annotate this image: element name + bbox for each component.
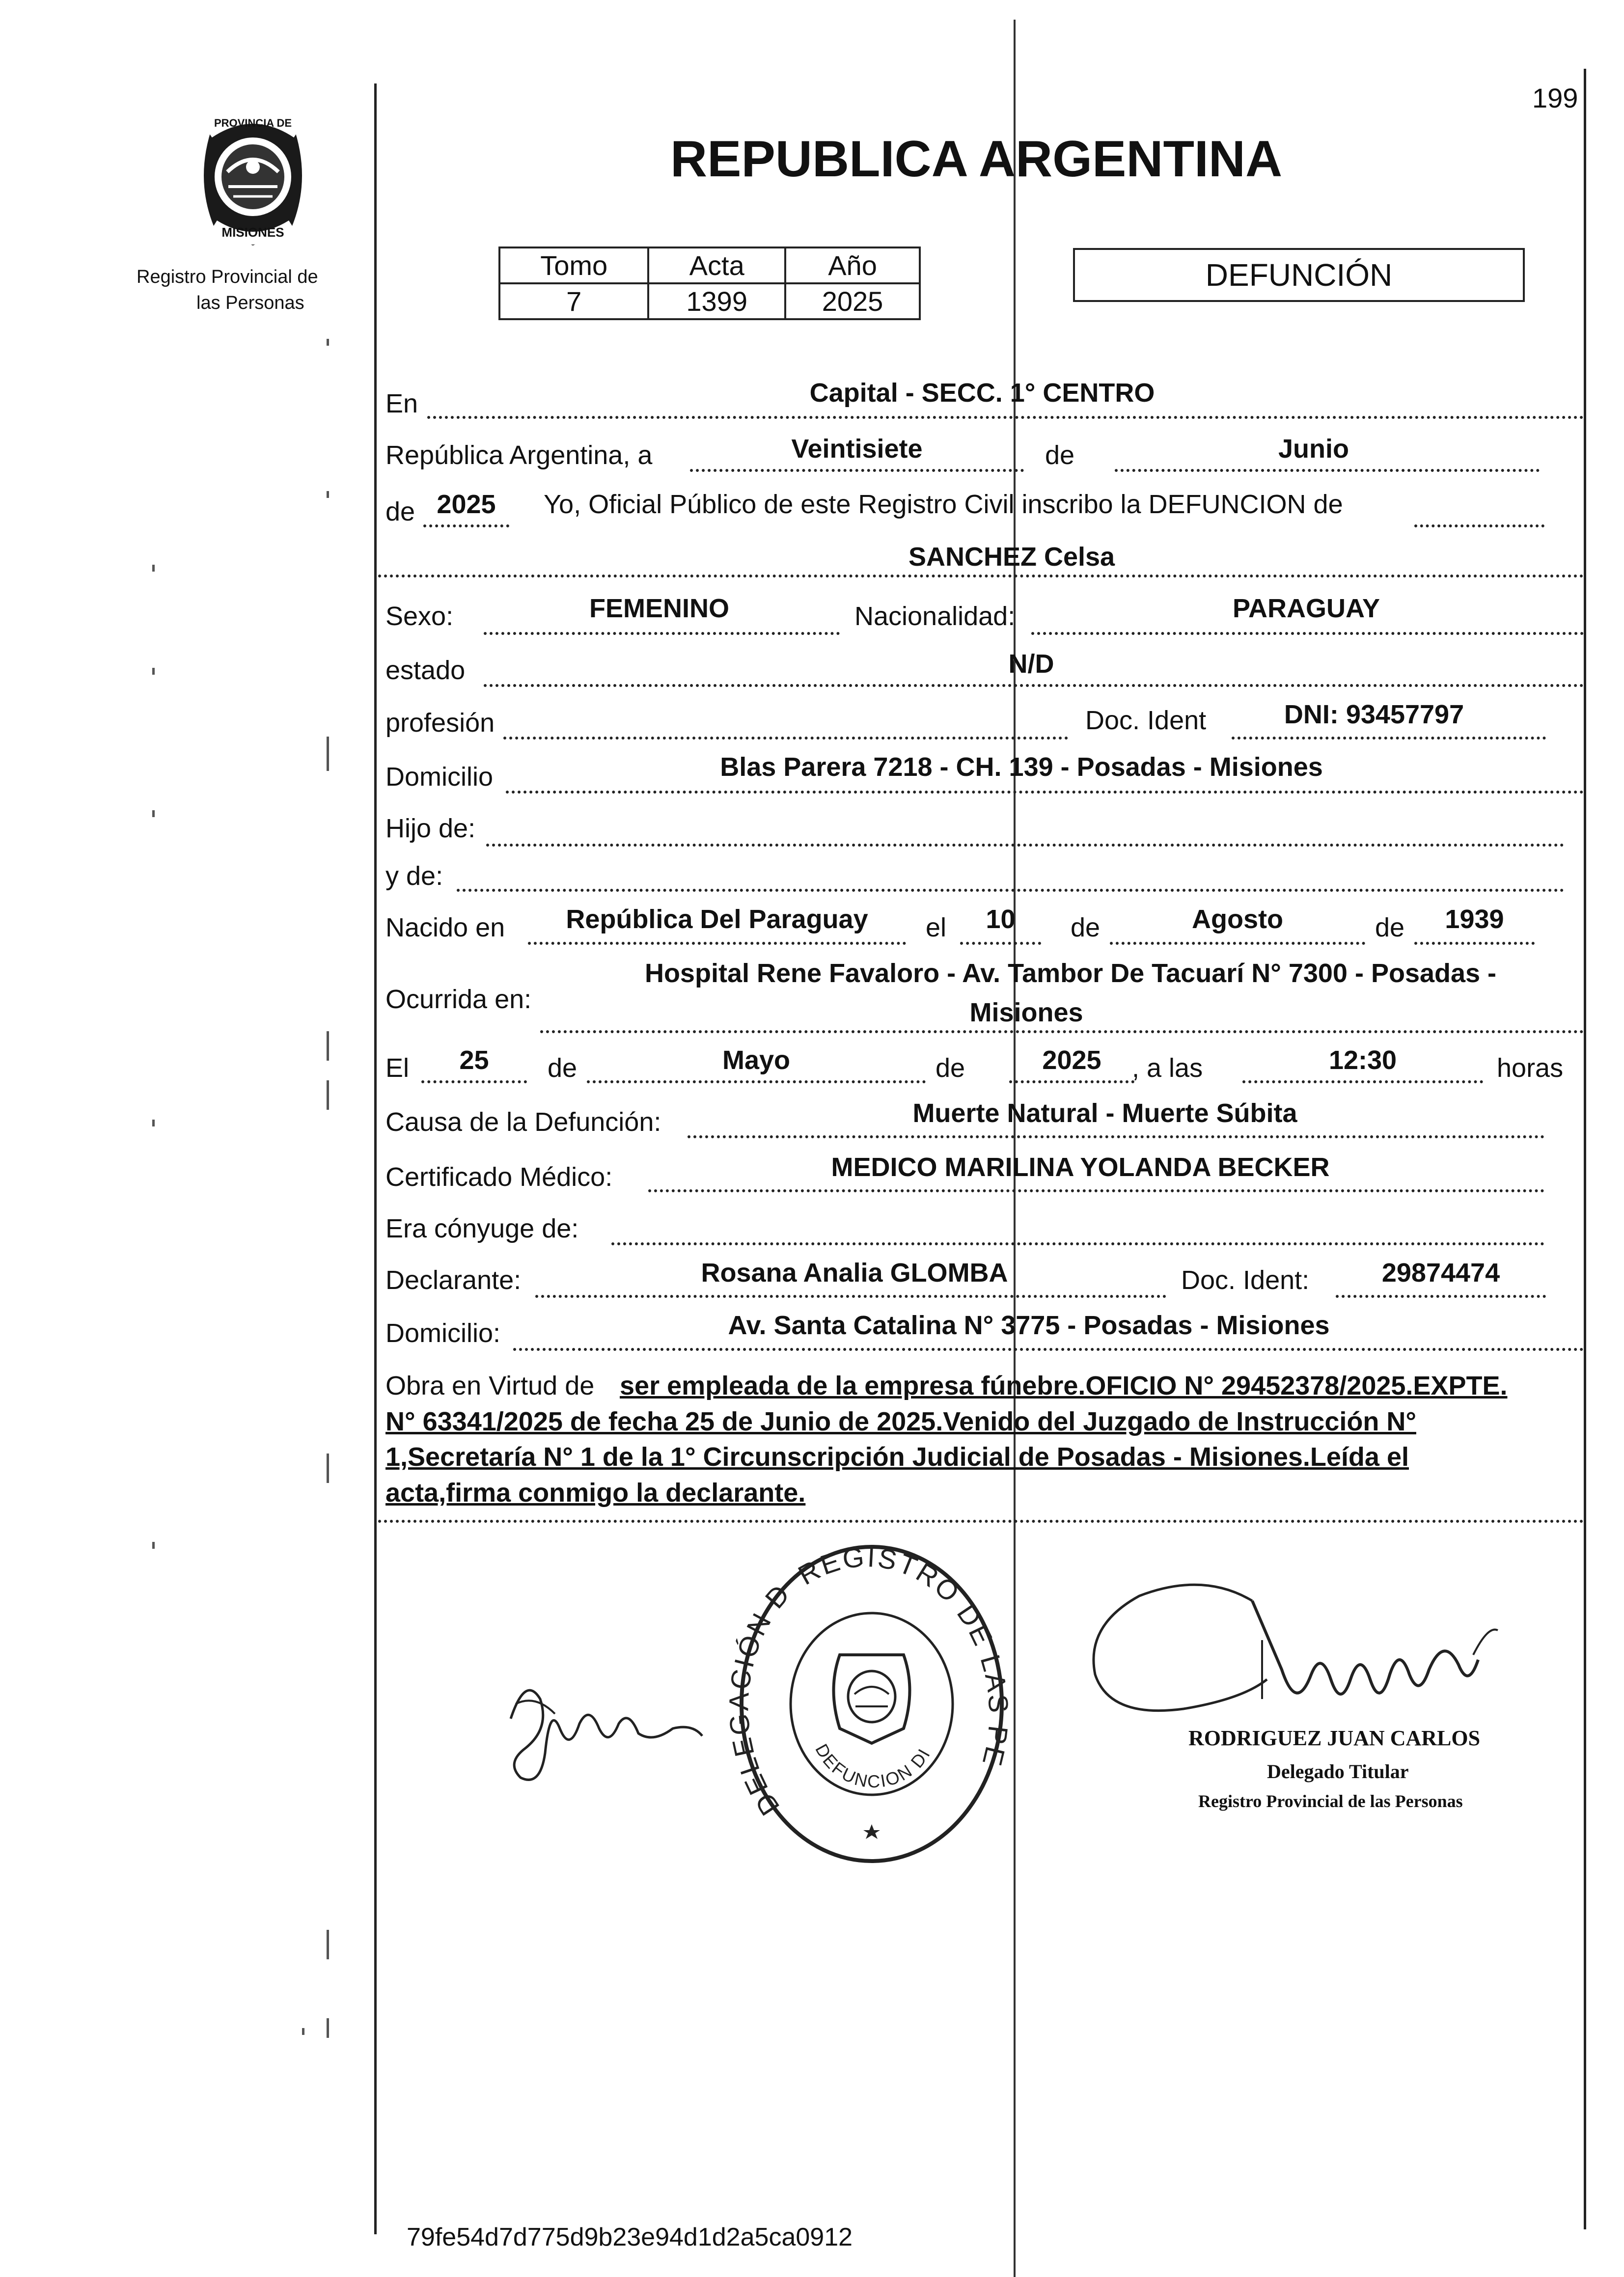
label-obra-en-virtud: Obra en Virtud de — [385, 1371, 595, 1400]
provincia-de-misiones-coat-of-arms-icon — [179, 103, 327, 250]
death-day-line — [421, 1080, 527, 1083]
day-word-line — [690, 469, 1024, 472]
death-time-line — [1242, 1080, 1483, 1083]
label-de-death-year: de — [936, 1053, 965, 1083]
spouse-line — [611, 1242, 1544, 1245]
scan-speck — [302, 2028, 304, 2035]
declarant-value: Rosana Analia GLOMBA — [701, 1258, 1008, 1288]
scan-speck — [152, 668, 155, 675]
anio-header: Año — [785, 247, 920, 283]
cause-line — [688, 1135, 1544, 1138]
cause-value: Muerte Natural - Muerte Súbita — [912, 1098, 1297, 1128]
declarant-doc-line — [1336, 1295, 1546, 1298]
death-month-line — [587, 1080, 926, 1083]
anio-value: 2025 — [785, 283, 920, 319]
scan-speck — [327, 1031, 329, 1061]
sex-value: FEMENINO — [589, 594, 729, 623]
registry-line2: las Personas — [196, 293, 304, 313]
label-y-de: y de: — [385, 861, 443, 891]
label-el-death: El — [385, 1053, 410, 1083]
label-de-death-month: de — [548, 1053, 578, 1083]
registry-seal — [727, 1532, 1012, 1866]
scan-speck — [327, 491, 329, 498]
obra-line4: acta,firma conmigo la declarante. — [385, 1478, 806, 1508]
doctor-line — [648, 1189, 1544, 1192]
birth-month-line — [1110, 942, 1365, 945]
label-profesion: profesión — [385, 708, 495, 738]
month-value: Junio — [1278, 434, 1349, 464]
country-title: REPUBLICA ARGENTINA — [670, 131, 1283, 188]
official-role: Delegado Titular — [1267, 1760, 1409, 1783]
death-year-line — [1009, 1080, 1134, 1083]
record-type-box — [1073, 248, 1525, 302]
declarant-signature — [496, 1630, 712, 1797]
scan-speck — [152, 1542, 155, 1549]
label-de-birth-year: de — [1375, 913, 1405, 942]
label-doc-ident: Doc. Ident — [1085, 706, 1207, 735]
declarant-signature-icon — [496, 1630, 712, 1797]
label-causa: Causa de la Defunción: — [385, 1107, 661, 1137]
address-line — [506, 791, 1584, 794]
declarant-address-value: Av. Santa Catalina N° 3775 - Posadas - Misiones — [728, 1311, 1330, 1340]
label-de-month: de — [1045, 440, 1075, 470]
nationality-line — [1031, 632, 1584, 635]
declarant-doc-value: 29874474 — [1381, 1258, 1500, 1288]
label-sexo: Sexo: — [385, 602, 454, 631]
scan-speck — [152, 565, 155, 572]
occurred-line1-value: Hospital Rene Favaloro - Av. Tambor De Tacuarí N° 7300 - Posadas - — [644, 959, 1497, 988]
doc-value: DNI: 93457797 — [1284, 700, 1464, 729]
day-word-value: Veintisiete — [791, 434, 923, 464]
page-number: 199 — [1532, 82, 1578, 113]
deceased-name-value: SANCHEZ Celsa — [908, 542, 1115, 572]
label-nacionalidad: Nacionalidad: — [854, 602, 1016, 631]
label-a-las: , a las — [1132, 1053, 1203, 1083]
mother-line — [457, 889, 1564, 892]
birth-month-value: Agosto — [1192, 905, 1283, 934]
svg-text:DEFUNCION DIGITAL: DEFUNCION DI — [811, 1740, 935, 1792]
address-value: Blas Parera 7218 - CH. 139 - Posadas - Misiones — [720, 752, 1323, 782]
doc-line — [1232, 737, 1546, 740]
scan-speck — [327, 1080, 329, 1110]
scan-fold-line — [1014, 20, 1016, 2277]
svg-text:PROVINCIA DE: PROVINCIA DE — [214, 117, 292, 129]
year-line — [423, 524, 509, 527]
marital-status-line — [484, 684, 1584, 687]
label-yo-oficial: Yo, Oficial Público de este Registro Civil inscribo la DEFUNCION de — [544, 490, 1343, 519]
label-horas: horas — [1497, 1053, 1564, 1083]
label-hijo-de: Hijo de: — [385, 814, 476, 843]
record-number-table — [498, 247, 921, 320]
birth-day-value: 10 — [986, 905, 1016, 934]
label-conyuge: Era cónyuge de: — [385, 1214, 579, 1243]
label-domicilio: Domicilio — [385, 762, 494, 792]
death-month-value: Mayo — [722, 1045, 791, 1075]
registry-line1: Registro Provincial de — [137, 267, 318, 287]
label-el: el — [926, 913, 947, 942]
record-type: DEFUNCIÓN — [1205, 257, 1393, 293]
label-republica-a: República Argentina, a — [385, 440, 653, 470]
obra-line3: 1,Secretaría N° 1 de la 1° Circunscripción Judicial de Posadas - Misiones.Leída el — [385, 1442, 1409, 1472]
label-certificado: Certificado Médico: — [385, 1162, 613, 1192]
obra-line1: ser empleada de la empresa fúnebre.OFICIO N° 29452378/2025.EXPTE. — [620, 1371, 1508, 1400]
declarant-address-line — [513, 1348, 1584, 1351]
birth-place-line — [528, 942, 906, 945]
yo-oficial-tail-line — [1414, 524, 1544, 527]
svg-text:MISIONES: MISIONES — [221, 225, 284, 240]
doctor-value: MEDICO MARILINA YOLANDA BECKER — [831, 1152, 1330, 1182]
obra-line2: N° 63341/2025 de fecha 25 de Junio de 2025.Venido del Juzgado de Instrucción N° — [385, 1407, 1416, 1436]
scan-speck — [327, 1454, 329, 1483]
father-line — [486, 844, 1564, 847]
acta-header: Acta — [648, 247, 785, 283]
svg-text:REGISTRO DE LAS PERSONAS: REGISTRO DE LAS PE — [793, 1541, 1012, 1771]
scan-speck — [152, 1120, 155, 1126]
document-hash: 79fe54d7d775d9b23e94d1d2a5ca0912 — [407, 2223, 853, 2251]
occurred-line2-value: Misiones — [969, 998, 1083, 1027]
death-year-value: 2025 — [1042, 1045, 1101, 1075]
scan-speck — [327, 737, 329, 771]
month-line — [1115, 469, 1540, 472]
scan-speck — [327, 1930, 329, 1959]
birth-day-line — [960, 942, 1041, 945]
label-de-year: de — [385, 497, 415, 526]
occurred-line — [540, 1030, 1584, 1033]
birth-year-value: 1939 — [1445, 905, 1504, 934]
official-name: RODRIGUEZ JUAN CARLOS — [1188, 1726, 1481, 1750]
provincial-logo — [179, 103, 327, 250]
profession-line — [503, 737, 1068, 740]
sex-line — [484, 632, 840, 635]
label-en: En — [385, 389, 418, 418]
place-line — [427, 416, 1584, 419]
scan-speck — [327, 2018, 329, 2038]
label-nacido-en: Nacido en — [385, 913, 505, 942]
svg-text:DELEGACIÓN DEL: DELE CIÓN D — [727, 1577, 797, 1821]
year-value: 2025 — [437, 490, 496, 519]
scan-speck — [327, 339, 329, 346]
label-declarante: Declarante: — [385, 1265, 522, 1295]
death-time-value: 12:30 — [1328, 1045, 1397, 1075]
label-de-birth-month: de — [1071, 913, 1101, 942]
death-day-value: 25 — [459, 1045, 489, 1075]
deceased-name-line — [378, 575, 1584, 577]
label-estado: estado — [385, 656, 466, 685]
official-org: Registro Provincial de las Personas — [1198, 1791, 1463, 1811]
declarant-line — [535, 1295, 1166, 1298]
tomo-header: Tomo — [499, 247, 648, 283]
tomo-value: 7 — [499, 283, 648, 319]
registro-seal-icon — [727, 1532, 1012, 1866]
place-value: Capital - SECC. 1° CENTRO — [809, 378, 1155, 408]
acta-value: 1399 — [648, 283, 785, 319]
birth-year-line — [1414, 942, 1535, 945]
left-margin-line — [374, 83, 377, 2234]
right-margin-line — [1584, 69, 1586, 2229]
label-domicilio-declarant: Domicilio: — [385, 1318, 501, 1348]
label-doc-ident-declarant: Doc. Ident: — [1181, 1265, 1310, 1295]
marital-status-value: N/D — [1008, 649, 1054, 679]
obra-end-line — [378, 1520, 1584, 1523]
birth-place-value: República Del Paraguay — [566, 905, 868, 934]
label-ocurrida-en: Ocurrida en: — [385, 985, 532, 1014]
nationality-value: PARAGUAY — [1232, 594, 1380, 623]
scan-speck — [152, 810, 155, 817]
